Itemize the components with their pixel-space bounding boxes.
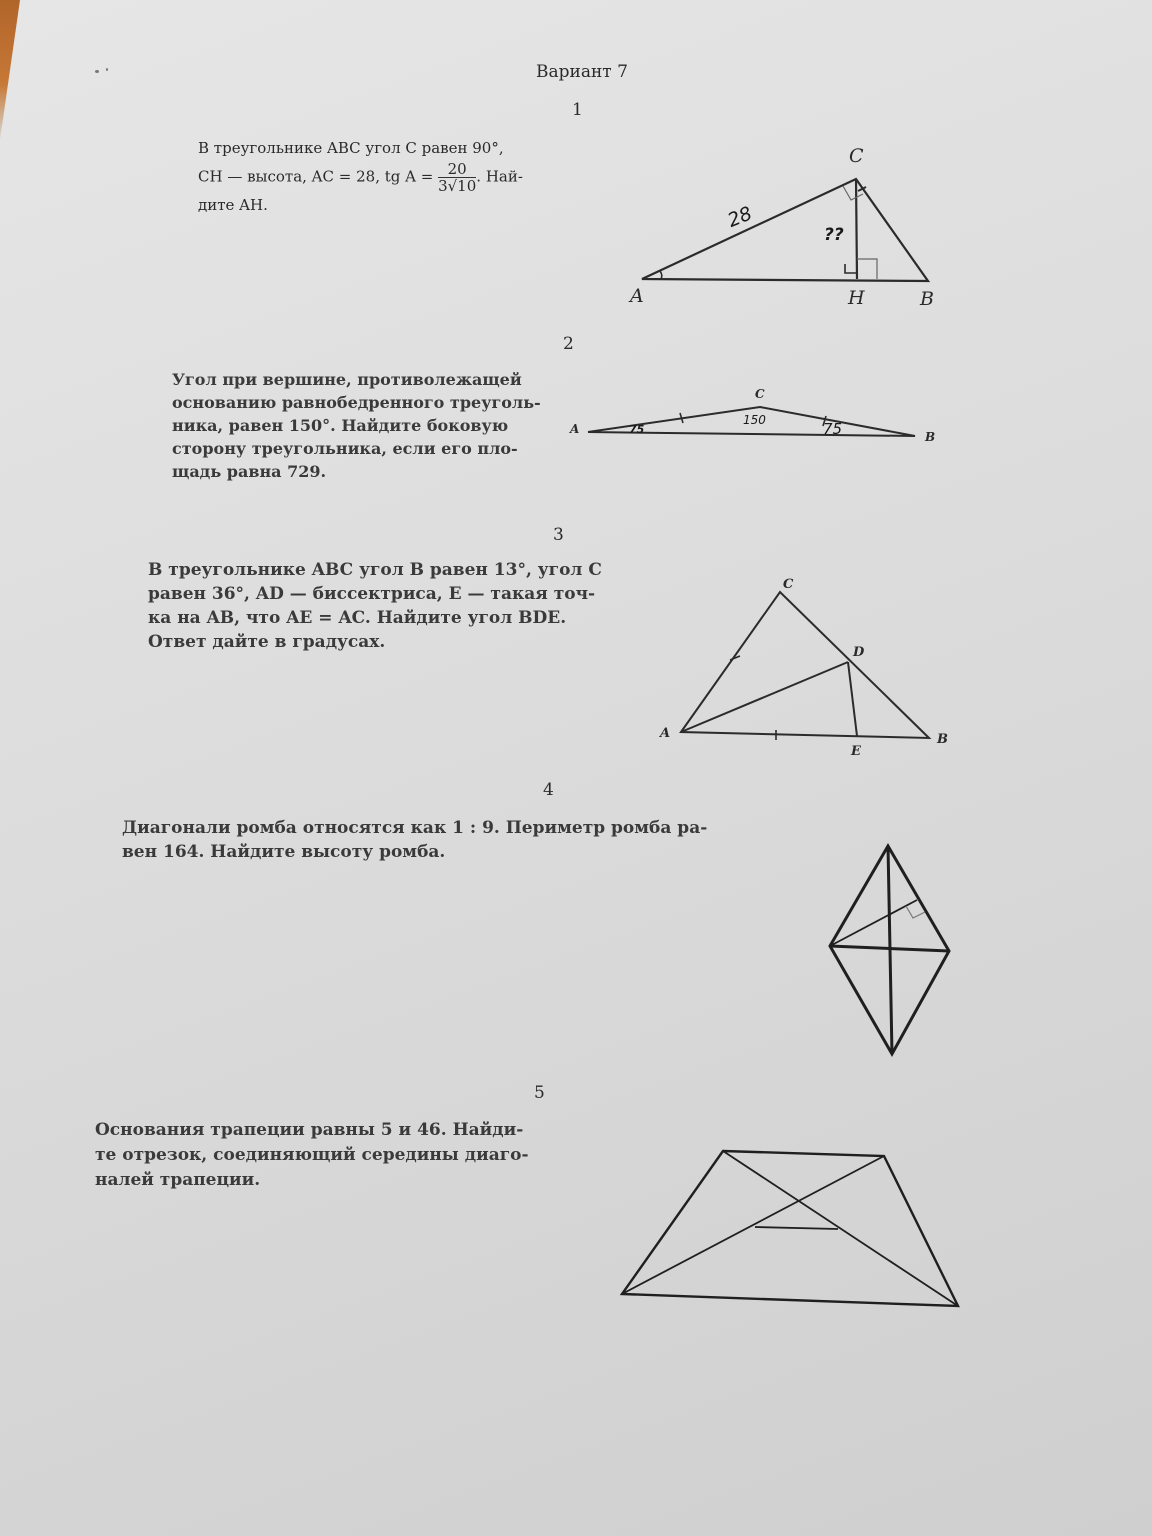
handwritten-75-right: 75	[823, 420, 843, 438]
problem-number-1: 1	[572, 100, 583, 120]
problem-2-line-3: ника, равен 150°. Найдите боковую	[172, 416, 509, 435]
problem-number-5: 5	[534, 1083, 545, 1103]
problem-5-line-2: те отрезок, соединяющий середины диаго-	[95, 1145, 529, 1165]
figure-5-trapezoid	[610, 1140, 980, 1320]
problem-2-line-1: Угол при вершине, противолежащей	[172, 370, 522, 389]
problem-3-line-3: ка на AB, что AE = AC. Найдите угол BDE.	[148, 608, 567, 628]
problem-1-line-2-post: . Най-	[476, 167, 523, 186]
paper-speck	[95, 70, 99, 73]
tan-fraction	[438, 161, 476, 194]
problem-3-line-4: Ответ дайте в градусах.	[148, 632, 386, 652]
problem-5-text	[95, 1118, 615, 1193]
handwritten-28: 28	[724, 202, 756, 232]
figure-1-right-triangle	[620, 140, 950, 310]
label-C: C	[849, 145, 864, 167]
label-A: A	[570, 422, 580, 436]
label-C: C	[783, 577, 794, 592]
problem-3-text	[148, 558, 648, 654]
problem-5-line-1: Основания трапеции равны 5 и 46. Найди-	[95, 1120, 524, 1140]
page-title: Вариант 7	[536, 62, 628, 82]
problem-number-3: 3	[553, 525, 564, 545]
problem-5-line-3: налей трапеции.	[95, 1170, 261, 1190]
label-E: E	[851, 744, 861, 759]
problem-4-text	[122, 816, 812, 864]
problem-2-line-4: сторону треугольника, если его пло-	[172, 439, 518, 458]
label-H: H	[848, 287, 865, 309]
problem-1-line-2	[198, 161, 618, 194]
problem-2-text	[172, 368, 572, 483]
label-B: B	[920, 288, 934, 310]
label-B: B	[925, 430, 936, 444]
paper-speck	[106, 68, 108, 71]
label-C: C	[755, 387, 765, 401]
problem-4-line-2: вен 164. Найдите высоту ромба.	[122, 842, 446, 862]
figure-2-isosceles-triangle	[565, 385, 945, 445]
label-A: A	[660, 726, 671, 741]
problem-3-line-2: равен 36°, AD — биссектриса, E — такая точ-	[148, 584, 596, 604]
fraction-numerator: 20	[438, 161, 476, 178]
fraction-denominator: 3√10	[438, 177, 477, 195]
problem-1-line-3: дите AH.	[198, 196, 268, 214]
problem-number-2: 2	[563, 334, 574, 354]
label-D: D	[853, 645, 865, 660]
problem-4-line-1: Диагонали ромба относятся как 1 : 9. Периметр ромба ра-	[122, 818, 708, 838]
figure-4-rhombus	[810, 830, 970, 1070]
problem-1-line-2-pre: CH — высота, AC = 28, tg A =	[198, 167, 434, 186]
handwritten-150: 150	[743, 413, 766, 427]
problem-3-line-1: В треугольнике ABC угол B равен 13°, угол C	[148, 560, 602, 580]
problem-number-4: 4	[543, 780, 554, 800]
figure-3-triangle-bisector	[650, 570, 960, 760]
handwritten-75-left: 75	[629, 423, 645, 436]
handwritten-scribble: ??	[824, 225, 844, 245]
label-B: B	[937, 732, 948, 747]
problem-1-text	[198, 137, 618, 216]
problem-1-line-1: В треугольнике ABC угол C равен 90°,	[198, 139, 504, 157]
problem-2-line-2: основанию равнобедренного треуголь-	[172, 393, 541, 412]
label-A: A	[630, 285, 644, 307]
problem-2-line-5: щадь равна 729.	[172, 462, 327, 481]
